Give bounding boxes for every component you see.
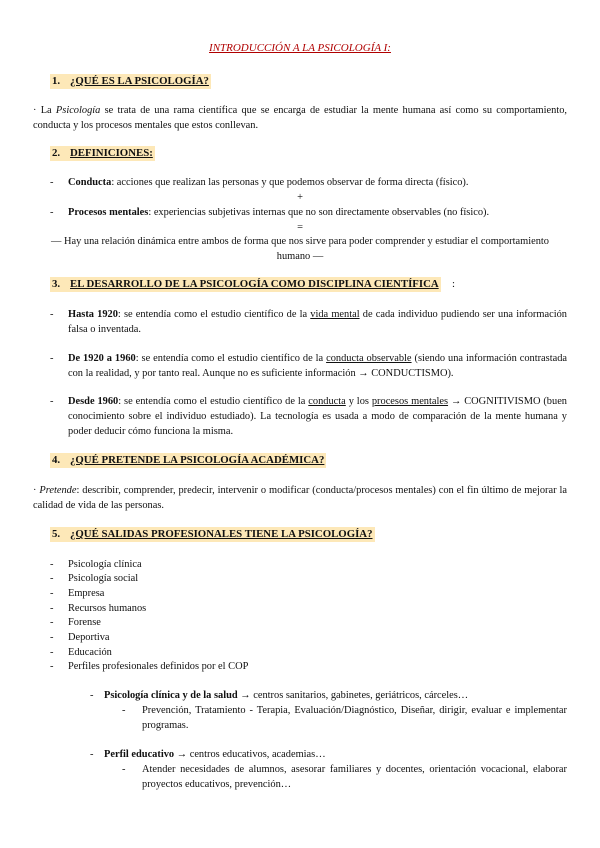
equals-sign: =	[297, 222, 303, 233]
profile-detail-text: Prevención, Tratamiento - Terapia, Evaluación/Diagnóstico, Diseñar, dirigir, evaluar e implementar programas.	[142, 705, 567, 731]
profile-text: → centros sanitarios, gabinetes, geriátricos, cárceles…	[237, 690, 469, 701]
period-term: De 1920 a 1960	[68, 353, 136, 364]
bullet-dash: -	[90, 690, 94, 701]
bullet-dash: -	[50, 559, 54, 570]
underlined-term: vida mental	[310, 309, 360, 320]
period-text: : se entendía como el estudio científico de la	[135, 353, 327, 364]
career-label: Psicología social	[68, 573, 139, 584]
document-title: INTRODUCCIÓN A LA PSICOLOGÍA I:	[209, 42, 391, 54]
period-text: y los	[345, 396, 372, 407]
section-1-heading	[50, 74, 211, 89]
period-text: : se entendía como el estudio científico de la	[118, 396, 309, 407]
section-3-number: 3.	[52, 278, 61, 290]
bullet-dash: -	[50, 396, 54, 407]
career-label: Educación	[68, 647, 112, 658]
career-label: Psicología clínica	[68, 559, 142, 570]
profile-term: Psicología clínica y de la salud	[104, 690, 238, 701]
bullet-dash: -	[50, 661, 54, 672]
career-label: Recursos humanos	[68, 603, 147, 614]
bullet-dash: -	[50, 177, 54, 188]
career-label: Deportiva	[68, 632, 110, 643]
section-5-title: ¿QUÉ SALIDAS PROFESIONALES TIENE LA PSICOLOGÍA?	[70, 528, 373, 540]
definition-text: : acciones que realizan las personas y que podemos observar de forma directa (físico).	[111, 177, 469, 188]
section-1-paragraph	[33, 103, 567, 133]
period-term: Desde 1960	[68, 396, 119, 407]
bullet-dash: -	[122, 764, 126, 775]
career-label: Empresa	[68, 588, 105, 599]
bullet-dash: -	[50, 573, 54, 584]
definition-term: Conducta	[68, 177, 112, 188]
paragraph-text: se trata de una rama científica que se encarga de estudiar la mente humana así como su comportamiento, conducta y los procesos mentales que estos conllevan.	[33, 105, 567, 131]
plus-sign: +	[297, 192, 303, 203]
bullet-dash: -	[90, 749, 94, 760]
section-4-paragraph	[33, 483, 567, 513]
bullet-dash: -	[50, 588, 54, 599]
section-4-title: ¿QUÉ PRETENDE LA PSICOLOGÍA ACADÉMICA?	[70, 454, 325, 466]
definitions-conclusion: — Hay una relación dinámica entre ambos de forma que nos sirve para poder comprender y estudiar el comportamiento humano —	[51, 236, 549, 262]
section-5-number: 5.	[52, 528, 61, 540]
pretende-term: Pretende	[39, 485, 77, 496]
section-5-heading	[50, 527, 375, 542]
career-label: Forense	[68, 617, 101, 628]
section-3-heading-colon: :	[452, 278, 455, 290]
period-text: : se entendía como el estudio científico de la	[117, 309, 311, 320]
period-term: Hasta 1920	[68, 309, 118, 320]
bullet-dash: -	[50, 309, 54, 320]
profile-term: Perfil educativo	[104, 749, 175, 760]
section-1-number: 1.	[52, 75, 61, 87]
period-text: (siendo una información contrastada con la realidad, y por tanto real. Aunque no es suficiente información → CONDUCTISMO).	[68, 353, 568, 379]
profile-detail-text: Atender necesidades de alumnos, asesorar familiares y docentes, orientación vocacional, elaborar proyectos educativos, prevención…	[142, 764, 567, 790]
section-4-heading	[50, 453, 326, 468]
section-2-title: DEFINICIONES:	[70, 147, 153, 159]
section-1-title: ¿QUÉ ES LA PSICOLOGÍA?	[70, 75, 209, 87]
bullet-dash: -	[50, 603, 54, 614]
definition-text: : experiencias subjetivas internas que no son directamente observables (no físico).	[148, 207, 490, 218]
career-label: Perfiles profesionales definidos por el COP	[68, 661, 249, 672]
paragraph-prefix: ·	[33, 485, 40, 496]
bullet-dash: -	[50, 647, 54, 658]
period-text: → COGNITIVISMO (buen conocimiento sobre el individuo estudiado). La tecnología es usada a modo de comparación de la mente humana y poder deducir cómo funciona la misma.	[68, 396, 568, 437]
bullet-dash: -	[50, 617, 54, 628]
bullet-dash: -	[50, 207, 54, 218]
section-2-number: 2.	[52, 147, 61, 159]
underlined-term: conducta	[308, 396, 346, 407]
profile-text: → centros educativos, academias…	[174, 749, 326, 760]
bullet-dash: -	[50, 353, 54, 364]
period-text: de cada individuo pudiendo ser una información falsa o inventada.	[68, 309, 567, 335]
underlined-term: conducta observable	[326, 353, 412, 364]
underlined-term: procesos mentales	[371, 396, 449, 407]
definition-term: Procesos mentales	[68, 207, 149, 218]
bullet-dash: -	[50, 632, 54, 643]
section-2-heading	[50, 146, 155, 161]
section-3-heading	[50, 277, 441, 292]
paragraph-prefix: · La	[33, 105, 56, 116]
psicologia-term: Psicología	[55, 105, 101, 116]
bullet-dash: -	[122, 705, 126, 716]
paragraph-text: : describir, comprender, predecir, intervenir o modificar (conducta/procesos mentales) con el fin último de mejorar la calidad de vida de las personas.	[33, 485, 567, 511]
section-3-title: EL DESARROLLO DE LA PSICOLOGÍA COMO DISCIPLINA CIENTÍFICA	[70, 278, 439, 290]
section-4-number: 4.	[52, 454, 61, 466]
